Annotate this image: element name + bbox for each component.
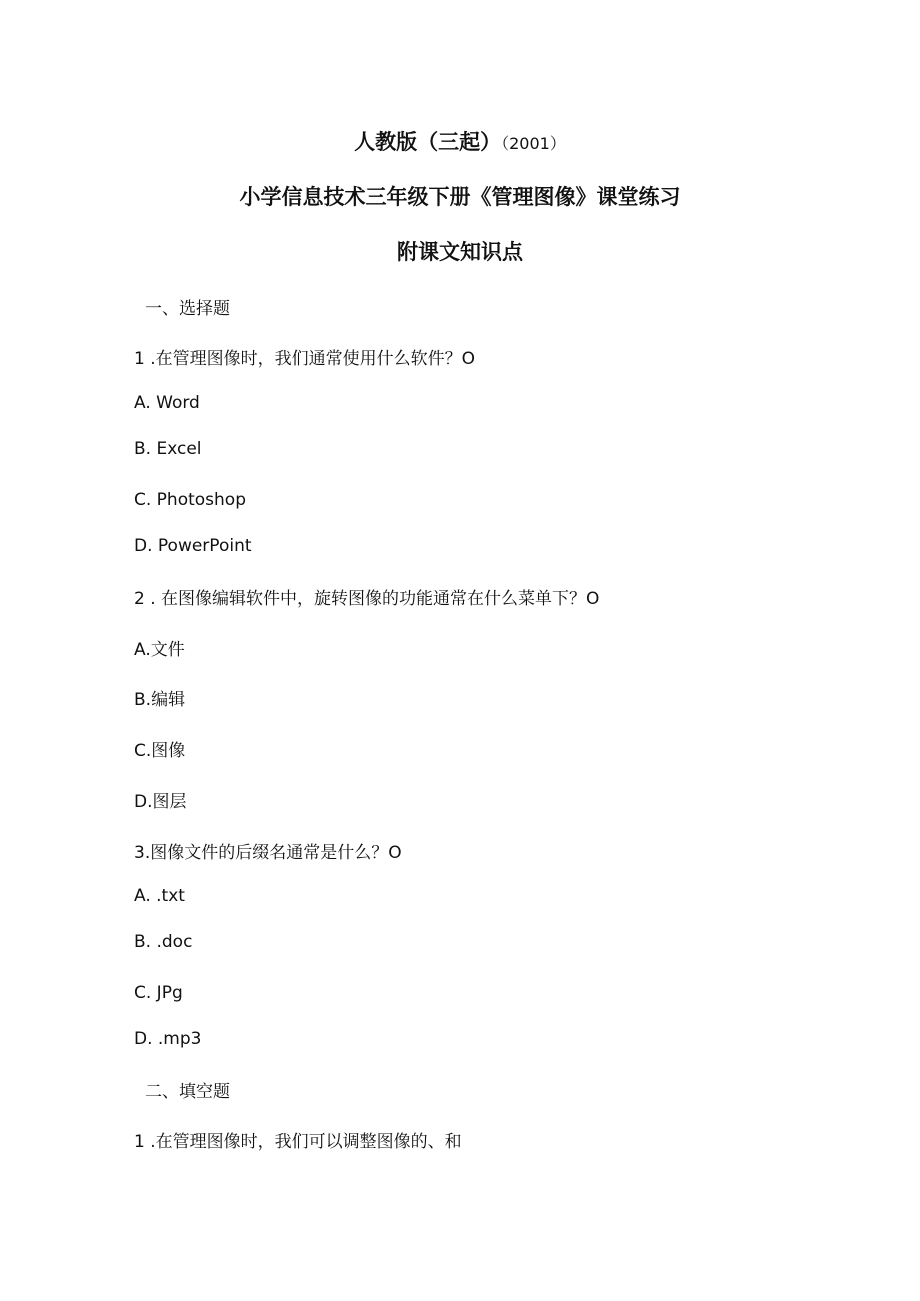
question-2-option-d: D.图层 — [134, 792, 187, 812]
question-1-option-a: A. Word — [134, 393, 200, 413]
title-year: （2001） — [501, 134, 566, 153]
question-2-option-c: C.图像 — [134, 741, 186, 761]
question-2-option-a: A.文件 — [134, 640, 185, 660]
question-1-option-c: C. Photoshop — [134, 490, 246, 510]
section-heading-fill: 二、填空题 — [145, 1082, 230, 1102]
title-main: 人教版（三起） — [354, 130, 502, 154]
document-subtitle: 小学信息技术三年级下册《管理图像》课堂练习 — [239, 185, 681, 209]
question-3-option-c: C. JPg — [134, 983, 183, 1003]
question-3-stem: 3.图像文件的后缀名通常是什么？O — [134, 843, 402, 863]
section-heading-choice: 一、选择题 — [145, 299, 230, 319]
question-2-option-b: B.编辑 — [134, 690, 186, 710]
question-3-option-a: A. .txt — [134, 886, 185, 906]
fill-question-1-stem: 1 .在管理图像时，我们可以调整图像的、和 — [134, 1132, 462, 1152]
question-1-option-b: B. Excel — [134, 439, 202, 459]
document-subtitle-2: 附课文知识点 — [397, 240, 523, 264]
question-3-option-d: D. .mp3 — [134, 1029, 202, 1049]
document-title — [0, 126, 920, 156]
question-1-stem: 1 .在管理图像时，我们通常使用什么软件？O — [134, 349, 476, 369]
question-3-option-b: B. .doc — [134, 932, 193, 952]
question-1-option-d: D. PowerPoint — [134, 536, 252, 556]
question-2-stem: 2 . 在图像编辑软件中，旋转图像的功能通常在什么菜单下？O — [134, 589, 600, 609]
